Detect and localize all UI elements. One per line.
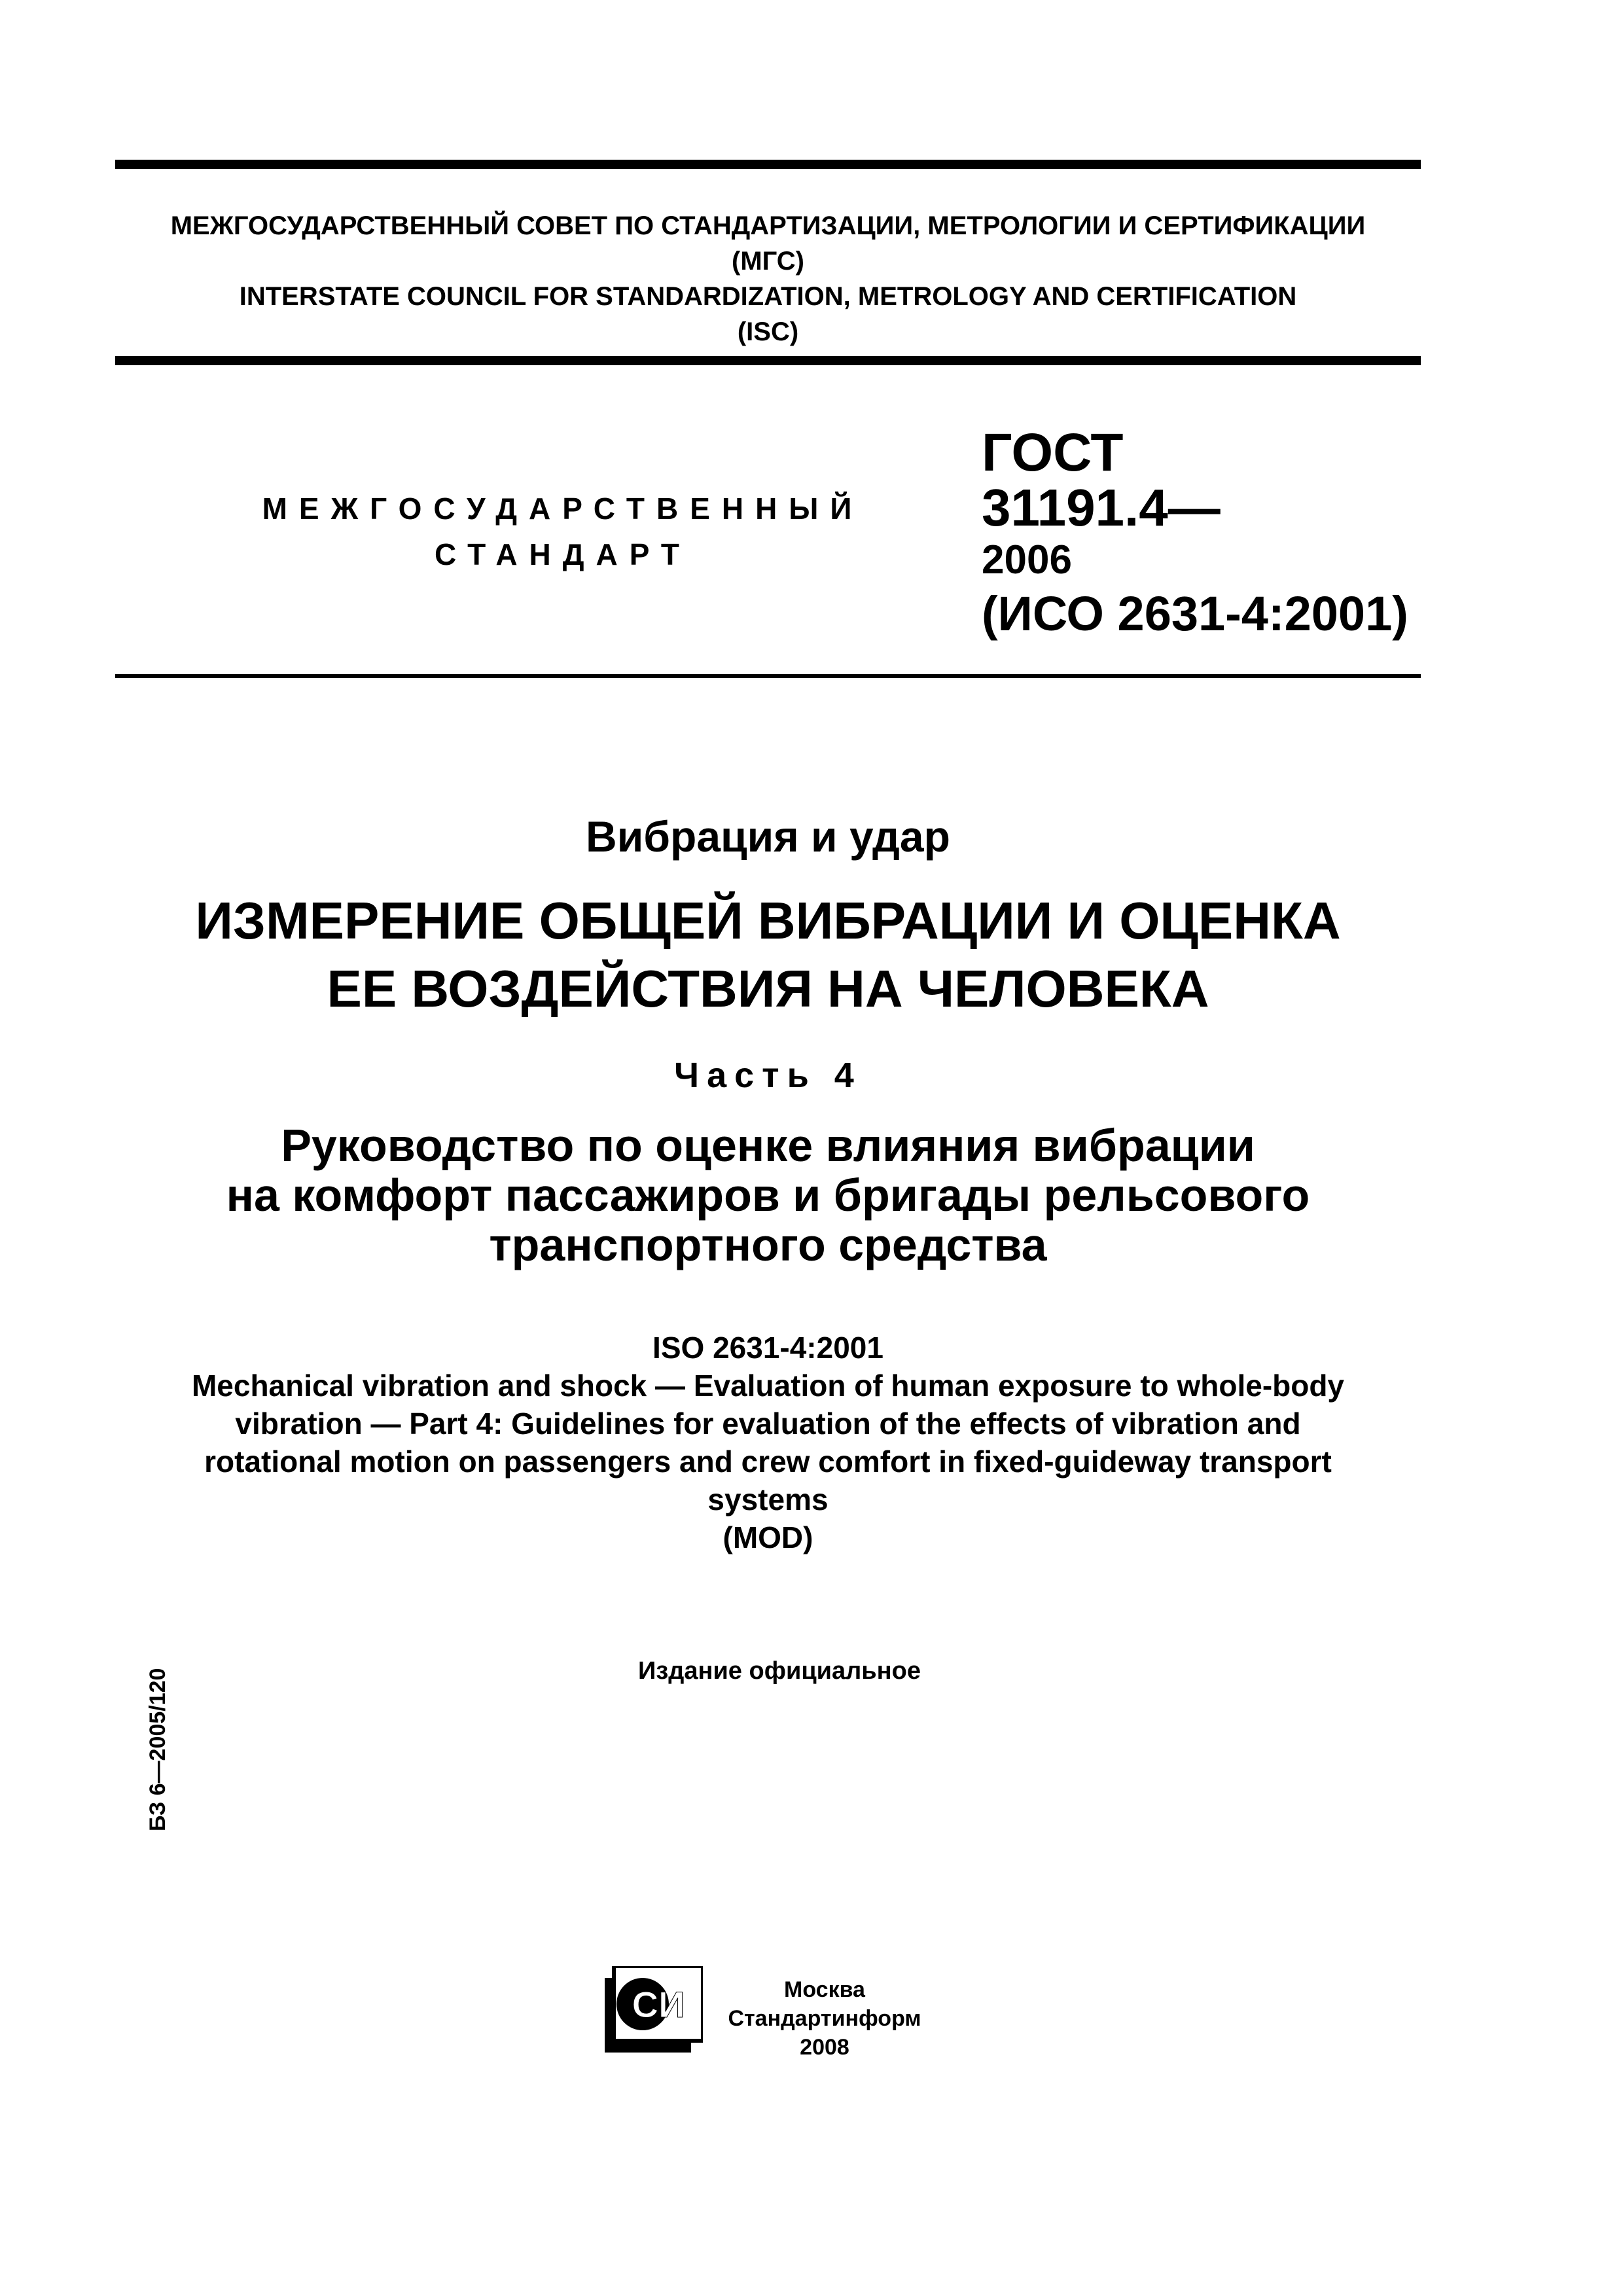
main-title-line2: ЕЕ ВОЗДЕЙСТВИЯ НА ЧЕЛОВЕКА bbox=[327, 960, 1209, 1018]
iso-mod: (MOD) bbox=[722, 1520, 813, 1554]
standard-label bbox=[216, 486, 910, 577]
council-ru-abbr: (МГС) bbox=[732, 247, 804, 276]
part-label: Часть 4 bbox=[674, 1056, 862, 1095]
iso-code: ISO 2631-4:2001 bbox=[652, 1331, 883, 1365]
subtitle-line3: транспортного средства bbox=[489, 1219, 1047, 1270]
iso-block bbox=[115, 1329, 1421, 1556]
subtitle bbox=[115, 1121, 1421, 1270]
council-en: INTERSTATE COUNCIL FOR STANDARDIZATION, METROLOGY AND CERTIFICATION bbox=[239, 282, 1297, 311]
iso-title-line3: rotational motion on passengers and crew comfort in fixed-guideway transport bbox=[204, 1444, 1332, 1479]
publisher-city: Москва bbox=[784, 1977, 865, 2002]
council-ru: МЕЖГОСУДАРСТВЕННЫЙ СОВЕТ ПО СТАНДАРТИЗАЦИИ, МЕТРОЛОГИИ И СЕРТИФИКАЦИИ bbox=[170, 211, 1366, 240]
council-block bbox=[115, 208, 1421, 350]
gost-year: 2006 bbox=[982, 537, 1072, 583]
logo-letters: СИ bbox=[632, 1984, 685, 2025]
gost-prefix: ГОСТ bbox=[982, 423, 1124, 482]
subtitle-line1: Руководство по оценке влияния вибрации bbox=[281, 1120, 1255, 1171]
side-code: БЗ 6—2005/120 bbox=[145, 1668, 170, 1831]
iso-title-line1: Mechanical vibration and shock — Evaluation of human exposure to whole-body bbox=[191, 1369, 1345, 1403]
gost-designation bbox=[982, 425, 1408, 643]
standard-label-line2: СТАНДАРТ bbox=[435, 537, 691, 571]
iso-title-line2: vibration — Part 4: Guidelines for evaluation of the effects of vibration and bbox=[235, 1407, 1301, 1441]
gost-number: 31191.4— bbox=[982, 478, 1221, 537]
gost-iso-ref: (ИСО 2631-4:2001) bbox=[982, 586, 1408, 641]
iso-title-line4: systems bbox=[707, 1482, 829, 1516]
publisher-logo bbox=[605, 1966, 703, 2053]
publisher-block bbox=[700, 1975, 949, 2062]
publisher-name: Стандартинформ bbox=[728, 2006, 921, 2031]
council-rule bbox=[115, 356, 1421, 365]
publisher-year: 2008 bbox=[800, 2035, 849, 2060]
council-en-abbr: (ISC) bbox=[737, 317, 799, 346]
edition-label: Издание официальное bbox=[638, 1657, 921, 1685]
top-rule bbox=[115, 160, 1421, 169]
main-title-line1: ИЗМЕРЕНИЕ ОБЩЕЙ ВИБРАЦИИ И ОЦЕНКА bbox=[195, 891, 1341, 950]
header-rule bbox=[115, 674, 1421, 678]
topic-title: Вибрация и удар bbox=[586, 812, 950, 861]
main-title bbox=[115, 887, 1421, 1023]
standard-label-line1: МЕЖГОСУДАРСТВЕННЫЙ bbox=[262, 492, 864, 526]
subtitle-line2: на комфорт пассажиров и бригады рельсового bbox=[226, 1170, 1310, 1221]
